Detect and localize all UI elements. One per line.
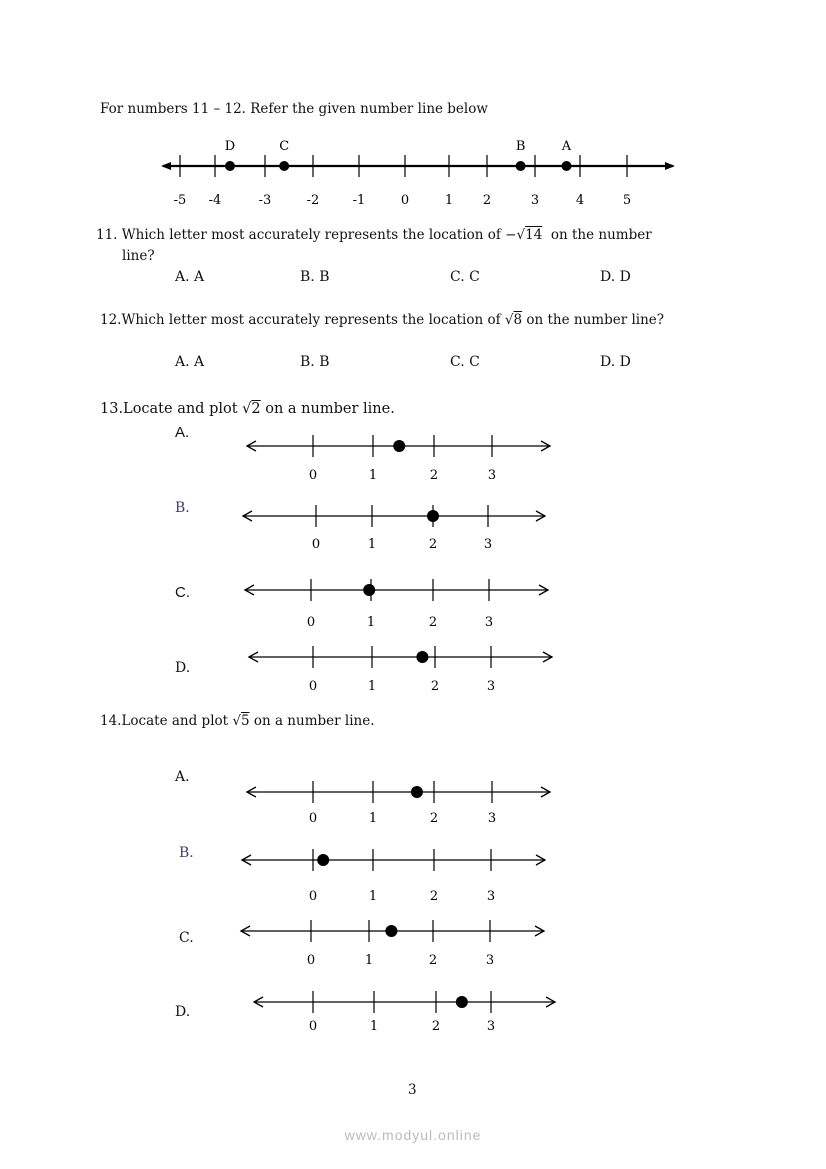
q14-option-c-number-line-tick-label: 1 xyxy=(364,953,374,968)
q14-option-d-number-line-tick-label: 3 xyxy=(486,1019,496,1034)
q14-option-c-number-line-tick-label: 3 xyxy=(485,953,495,968)
main-number-line-tick-label: -5 xyxy=(173,193,187,208)
q13-option-d-label[interactable]: D. xyxy=(175,660,191,676)
q14-option-c-number-line-point xyxy=(385,925,397,937)
q11-text-cont: line? xyxy=(122,248,155,264)
q14-option-b-number-line-tick-label: 1 xyxy=(368,889,378,904)
main-number-line-point-label: A xyxy=(561,139,572,154)
q14-option-b-number-line-point xyxy=(317,854,329,866)
q13-option-a-number-line-tick-label: 1 xyxy=(368,468,378,483)
q11-option-c[interactable]: C. C xyxy=(450,269,480,285)
q13-option-a-label[interactable]: A. xyxy=(175,424,190,441)
main-number-line-right-arrow-icon xyxy=(665,162,675,170)
q14-option-d-number-line-tick-label: 1 xyxy=(369,1019,379,1034)
q13-text: 13.Locate and plot √2 on a number line. xyxy=(100,401,395,417)
q14-option-a-number-line-tick-label: 3 xyxy=(487,811,497,826)
q13-option-d-number-line-point xyxy=(416,651,428,663)
q13-option-d-number-line-tick-label: 3 xyxy=(486,679,496,694)
q11-option-d[interactable]: D. D xyxy=(600,269,631,285)
q14-option-b-number-line-tick-label: 0 xyxy=(308,889,318,904)
q13-option-c-number-line-tick-label: 3 xyxy=(484,615,494,630)
main-number-line-point xyxy=(225,161,235,171)
q14-option-b-number-line-tick-label: 3 xyxy=(486,889,496,904)
q12-option-d[interactable]: D. D xyxy=(600,354,631,370)
q14-option-a-number-line-tick-label: 0 xyxy=(308,811,318,826)
intro-text: For numbers 11 – 12. Refer the given number line below xyxy=(100,101,488,117)
main-number-line-point-label: D xyxy=(224,139,236,154)
q13-option-a-number-line-tick-label: 3 xyxy=(487,468,497,483)
main-number-line-point-label: B xyxy=(515,139,526,154)
q13-option-b-number-line-tick-label: 2 xyxy=(428,537,438,552)
q14-option-a-number-line-tick-label: 2 xyxy=(429,811,439,826)
main-number-line-tick-label: 2 xyxy=(482,193,492,208)
q11-option-a[interactable]: A. A xyxy=(175,269,205,285)
q13-option-d-number-line-tick-label: 1 xyxy=(367,679,377,694)
watermark: www.modyul.online xyxy=(344,1127,482,1143)
main-number-line-tick-label: 1 xyxy=(444,193,454,208)
main-number-line-tick-label: 4 xyxy=(575,193,585,208)
q14-option-a-number-line-point xyxy=(411,786,423,798)
q12-option-c[interactable]: C. C xyxy=(450,354,480,370)
q13-option-d-number-line-tick-label: 0 xyxy=(308,679,318,694)
main-number-line-tick-label: -3 xyxy=(258,193,272,208)
q13-option-a-number-line-tick-label: 0 xyxy=(308,468,318,483)
q13-option-b-label[interactable]: B. xyxy=(175,500,190,516)
q14-option-d-number-line-tick-label: 0 xyxy=(308,1019,318,1034)
q14-option-c-label[interactable]: C. xyxy=(179,930,194,946)
q14-option-d-number-line-tick-label: 2 xyxy=(431,1019,441,1034)
q14-option-d-number-line-point xyxy=(456,996,468,1008)
q13-option-b-number-line-tick-label: 3 xyxy=(483,537,493,552)
q13-option-a-number-line-tick-label: 2 xyxy=(429,468,439,483)
main-number-line-point xyxy=(279,161,289,171)
q11-option-b[interactable]: B. B xyxy=(300,269,330,285)
q14-option-c-number-line-tick-label: 0 xyxy=(306,953,316,968)
q13-option-b-number-line-tick-label: 0 xyxy=(311,537,321,552)
q13-option-c-number-line-tick-label: 2 xyxy=(428,615,438,630)
q12-option-b[interactable]: B. B xyxy=(300,354,330,370)
q13-option-b-number-line-point xyxy=(427,510,439,522)
q13-option-b-number-line-tick-label: 1 xyxy=(367,537,377,552)
q14-option-d-label[interactable]: D. xyxy=(175,1004,191,1020)
main-number-line-point-label: C xyxy=(279,139,290,154)
q11-text: 11. Which letter most accurately represents the location of −√14 on the number xyxy=(96,227,652,243)
main-number-line-tick-label: -2 xyxy=(306,193,320,208)
main-number-line-tick-label: -1 xyxy=(352,193,366,208)
q14-option-c-number-line-tick-label: 2 xyxy=(428,953,438,968)
main-number-line-tick-label: 3 xyxy=(530,193,540,208)
q13-option-a-number-line-point xyxy=(393,440,405,452)
q14-option-a-number-line-tick-label: 1 xyxy=(368,811,378,826)
main-number-line-tick-label: 0 xyxy=(400,193,410,208)
main-number-line-tick-label: -4 xyxy=(208,193,222,208)
q14-text: 14.Locate and plot √5 on a number line. xyxy=(100,713,375,729)
main-number-line-point xyxy=(562,161,572,171)
q14-option-b-number-line-tick-label: 2 xyxy=(429,889,439,904)
q13-option-d-number-line-tick-label: 2 xyxy=(430,679,440,694)
main-number-line-point xyxy=(516,161,526,171)
q13-option-c-label[interactable]: C. xyxy=(175,584,190,601)
q13-option-c-number-line-tick-label: 0 xyxy=(306,615,316,630)
q12-text: 12.Which letter most accurately represents the location of √8 on the number line? xyxy=(100,312,665,328)
q12-option-a[interactable]: A. A xyxy=(175,354,205,370)
main-number-line-tick-label: 5 xyxy=(622,193,632,208)
q14-option-b-label[interactable]: B. xyxy=(179,845,194,861)
q13-option-c-number-line-point xyxy=(363,584,375,596)
main-number-line-left-arrow-icon xyxy=(161,162,171,170)
q13-option-c-number-line-tick-label: 1 xyxy=(366,615,376,630)
q14-option-a-label[interactable]: A. xyxy=(175,769,190,785)
page-number: 3 xyxy=(408,1082,417,1098)
